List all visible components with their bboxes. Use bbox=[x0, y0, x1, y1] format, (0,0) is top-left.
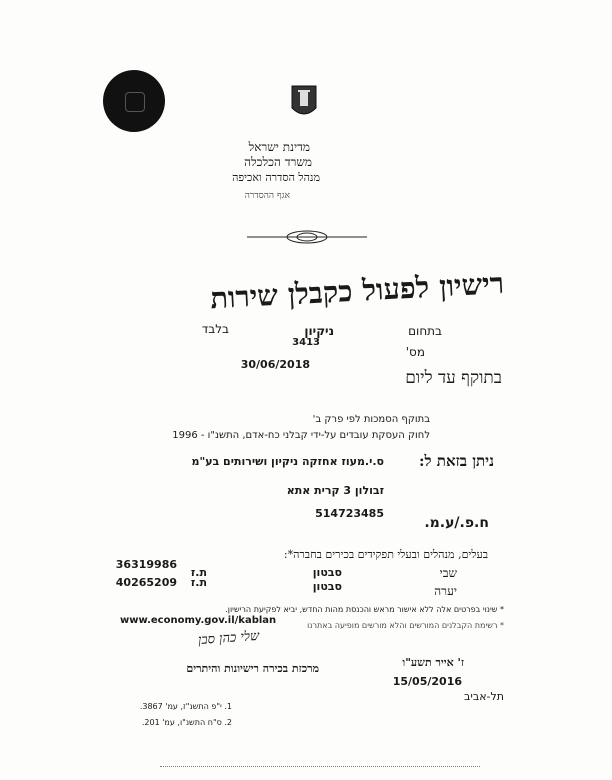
grantee-address: זבולון 3 קרית אתא bbox=[286, 484, 384, 497]
document-title: רישיון לפעול כקבלן שירות bbox=[209, 266, 505, 316]
date-greg: 15/05/2016 bbox=[392, 675, 462, 688]
state-emblem-icon bbox=[290, 84, 318, 120]
field-label: בתחום bbox=[408, 324, 442, 338]
owner-last-name: סבטון bbox=[312, 566, 342, 579]
valid-value: 30/06/2018 bbox=[240, 358, 310, 371]
owner-id: 40265209 bbox=[115, 576, 177, 589]
date-place: תל-אביב bbox=[464, 690, 504, 703]
owner-first-name: שבי bbox=[439, 566, 457, 580]
ref-1: 1. י"פ התשנ"ז, עמ' 3867. bbox=[139, 702, 232, 711]
authority-line2: לחוק העסקת עובדים על-ידי קבלני כח-אדם, התשנ"ו - 1996 bbox=[172, 430, 430, 441]
owners-label: בעלים, מנהלים ובעלי תפקידים בכירים בחברה*: bbox=[283, 548, 488, 561]
number-value: 3413 bbox=[292, 337, 320, 348]
owner-first-name: יערה bbox=[434, 584, 457, 598]
ref-2: 2. ס"ח התשנ"ו, עמ' 201. bbox=[141, 718, 232, 727]
header-admin: מנהל הסדרה ואכיפה bbox=[232, 171, 320, 184]
field-value: ניקיון bbox=[304, 324, 334, 338]
grantee-hp-value: 514723485 bbox=[315, 507, 384, 520]
signature-title: מרכזת בכירה רישיונות והיתרים bbox=[186, 662, 319, 675]
header-state: מדינת ישראל bbox=[248, 140, 310, 154]
header-dept: אגף ההסדרה bbox=[244, 191, 290, 201]
field-only: בלבד bbox=[201, 322, 229, 336]
owner-last-name: סבטון bbox=[312, 580, 342, 593]
ornament-divider bbox=[247, 229, 367, 245]
date-hebrew: ז' אייר תשע"ו bbox=[402, 656, 464, 669]
owner-id: 36319986 bbox=[115, 558, 177, 571]
grantee-name: ס.י.מעוז אחזקה ניקיון ושירותים בע"מ bbox=[191, 455, 384, 468]
header-ministry: משרד הכלכלה bbox=[244, 155, 312, 169]
stamp-seal bbox=[103, 70, 165, 132]
note-1: * שינוי בפרטים אלה ללא אישור מראש והכנסת מהות החדש, יביא לפקיעת הרישיון. bbox=[225, 605, 504, 614]
signature-name: שלי כהן סבן bbox=[197, 628, 260, 649]
valid-label: בתוקף עד ליום bbox=[405, 368, 502, 388]
note-2: * רשימת הקבלנים המורשים והלא מורשים מופיעה באתרנו bbox=[307, 621, 504, 630]
authority-line1: בתוקף הסמכות לפי פרק ב' bbox=[312, 414, 430, 425]
scan-footer-noise bbox=[160, 766, 480, 771]
website-link[interactable]: www.economy.gov.il/kablan bbox=[120, 615, 277, 626]
owner-id-label: ת.ז bbox=[190, 566, 207, 579]
grantee-label: ניתן בזאת ל: bbox=[419, 452, 494, 470]
owner-id-label: ת.ז bbox=[190, 576, 207, 589]
number-label: מס' bbox=[405, 345, 425, 359]
grantee-hp-label: ח.פ./ע.מ. bbox=[424, 515, 489, 531]
